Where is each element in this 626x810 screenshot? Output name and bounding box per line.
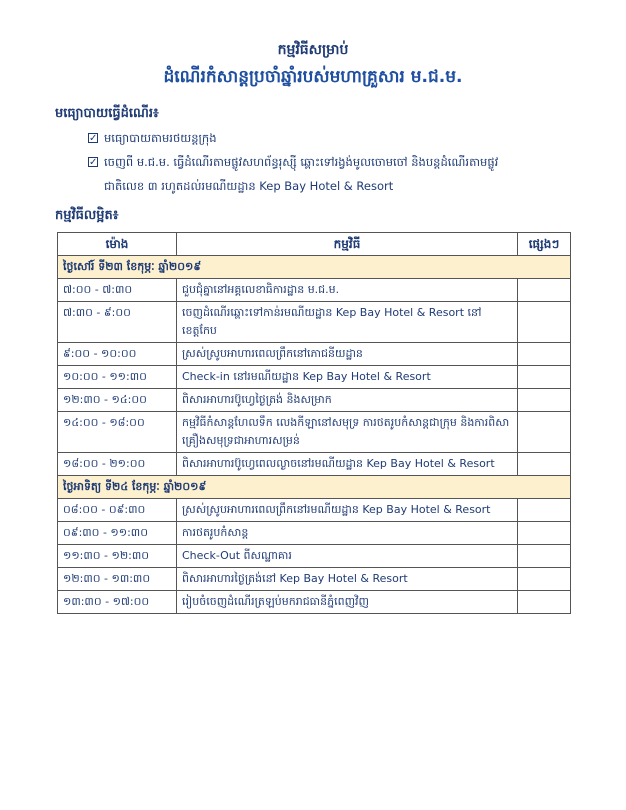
travel-item: ✓ចេញពី ម.ជ.ម. ធ្វើដំណើរតាមផ្លូវសហព័ន្ធរុស្ស៊ី ឆ្ពោះទៅរង្វង់មូលចោមចៅ និងបន្តដំណើរតាមផ្លូវ	[88, 152, 588, 172]
other-cell	[518, 545, 571, 568]
day-label: ថ្ងៃសៅរ៍ ទី២៣ ខែកុម្ភៈ ឆ្នាំ២០១៩	[58, 256, 571, 279]
time-cell: ១៨:០០ - ២១:០០	[58, 453, 177, 476]
table-row	[58, 366, 571, 389]
activity-cell: ការថតរូបកំសាន្ត	[177, 522, 518, 545]
other-cell	[518, 453, 571, 476]
other-cell	[518, 389, 571, 412]
other-cell	[518, 279, 571, 302]
activity-cell: ពិសារអាហារប៊ូហ្វេពេលល្ងាចនៅរមណីយដ្ឋាន Kep Bay Hotel & Resort	[177, 453, 518, 476]
table-row	[58, 591, 571, 614]
other-cell	[518, 366, 571, 389]
time-cell: ១២:៣០ - ១៣:៣០	[58, 568, 177, 591]
column-header-other: ផ្សេងៗ	[518, 233, 571, 256]
document-subtitle: ដំណើរកំសាន្តប្រចាំឆ្នាំរបស់មហាគ្រួសារ ម.ជ.ម.	[163, 67, 463, 87]
other-cell	[518, 591, 571, 614]
time-cell: ១១:៣០ - ១២:៣០	[58, 545, 177, 568]
activity-cell: ពិសារអាហារថ្ងៃត្រង់នៅ Kep Bay Hotel & Resort	[177, 568, 518, 591]
checkbox-icon	[88, 157, 98, 167]
table-row	[58, 453, 571, 476]
checkbox-icon	[88, 133, 98, 143]
time-cell: ១០:០០ - ១១:៣០	[58, 366, 177, 389]
table-header-row	[58, 233, 571, 256]
table-row	[58, 522, 571, 545]
activity-cell: Check-Out ពីសណ្ឋាគារ	[177, 545, 518, 568]
other-cell	[518, 522, 571, 545]
other-cell	[518, 302, 571, 343]
other-cell	[518, 412, 571, 453]
day-label: ថ្ងៃអាទិត្យ ទី២៤ ខែកុម្ភៈ ឆ្នាំ២០១៩	[58, 476, 571, 499]
table-row	[58, 279, 571, 302]
activity-cell: ជួបជុំគ្នានៅអគ្គលេខាធិការដ្ឋាន ម.ជ.ម.	[177, 279, 518, 302]
table-row	[58, 545, 571, 568]
activity-cell: កម្មវិធីកំសាន្តហែលទឹក លេងកីឡានៅសមុទ្រ ការថតរូបកំសាន្តជាក្រុម និងការពិសាគ្រឿងសមុទ្រជាអាហារសម្រន់	[177, 412, 518, 453]
activity-cell: Check-in នៅរមណីយដ្ឋាន Kep Bay Hotel & Resort	[177, 366, 518, 389]
table-row	[58, 499, 571, 522]
time-cell: ១៣:៣០ - ១៧:០០	[58, 591, 177, 614]
travel-heading: មធ្យោបាយធ្វើដំណើរ៖	[55, 106, 159, 121]
time-cell: ១៤:០០ - ១៨:០០	[58, 412, 177, 453]
time-cell: ០៨:០០ - ០៩:៣០	[58, 499, 177, 522]
other-cell	[518, 568, 571, 591]
table-row	[58, 302, 571, 343]
activity-cell: រៀបចំចេញដំណើរត្រឡប់មករាជធានីភ្នំពេញវិញ	[177, 591, 518, 614]
travel-item: ✓មធ្យោបាយតាមរថយន្តក្រុង	[88, 128, 588, 148]
time-cell: ៧:០០ - ៧:៣០	[58, 279, 177, 302]
column-header-time: ម៉ោង	[58, 233, 177, 256]
table-row	[58, 343, 571, 366]
column-header-activity: កម្មវិធី	[177, 233, 518, 256]
other-cell	[518, 343, 571, 366]
activity-cell: ចេញដំណើរឆ្ពោះទៅកាន់រមណីយដ្ឋាន Kep Bay Hotel & Resort នៅខេត្តកែប	[177, 302, 518, 343]
day-header-row	[58, 256, 571, 279]
table-row	[58, 568, 571, 591]
time-cell: ៧:៣០ - ៩:០០	[58, 302, 177, 343]
schedule-table	[57, 232, 571, 614]
table-row	[58, 389, 571, 412]
schedule-heading: កម្មវិធីលម្អិត៖	[55, 208, 119, 223]
day-header-row	[58, 476, 571, 499]
table-row	[58, 412, 571, 453]
time-cell: ០៩:៣០ - ១១:៣០	[58, 522, 177, 545]
activity-cell: ពិសារអាហារប៊ូហ្វេថ្ងៃត្រង់ និងសម្រាក	[177, 389, 518, 412]
activity-cell: ស្រស់ស្រូបអាហារពេលព្រឹកនៅភោជនីយដ្ឋាន	[177, 343, 518, 366]
schedule-body	[58, 256, 571, 614]
other-cell	[518, 499, 571, 522]
document-title: កម្មវិធីសម្រាប់	[277, 42, 349, 58]
time-cell: ៩:០០ - ១០:០០	[58, 343, 177, 366]
activity-cell: ស្រស់ស្រូបអាហារពេលព្រឹកនៅរមណីយដ្ឋាន Kep Bay Hotel & Resort	[177, 499, 518, 522]
time-cell: ១២:៣០ - ១៤:០០	[58, 389, 177, 412]
travel-item-continuation: ជាតិលេខ ៣ រហូតដល់រមណីយដ្ឋាន Kep Bay Hotel & Resort	[104, 179, 394, 193]
